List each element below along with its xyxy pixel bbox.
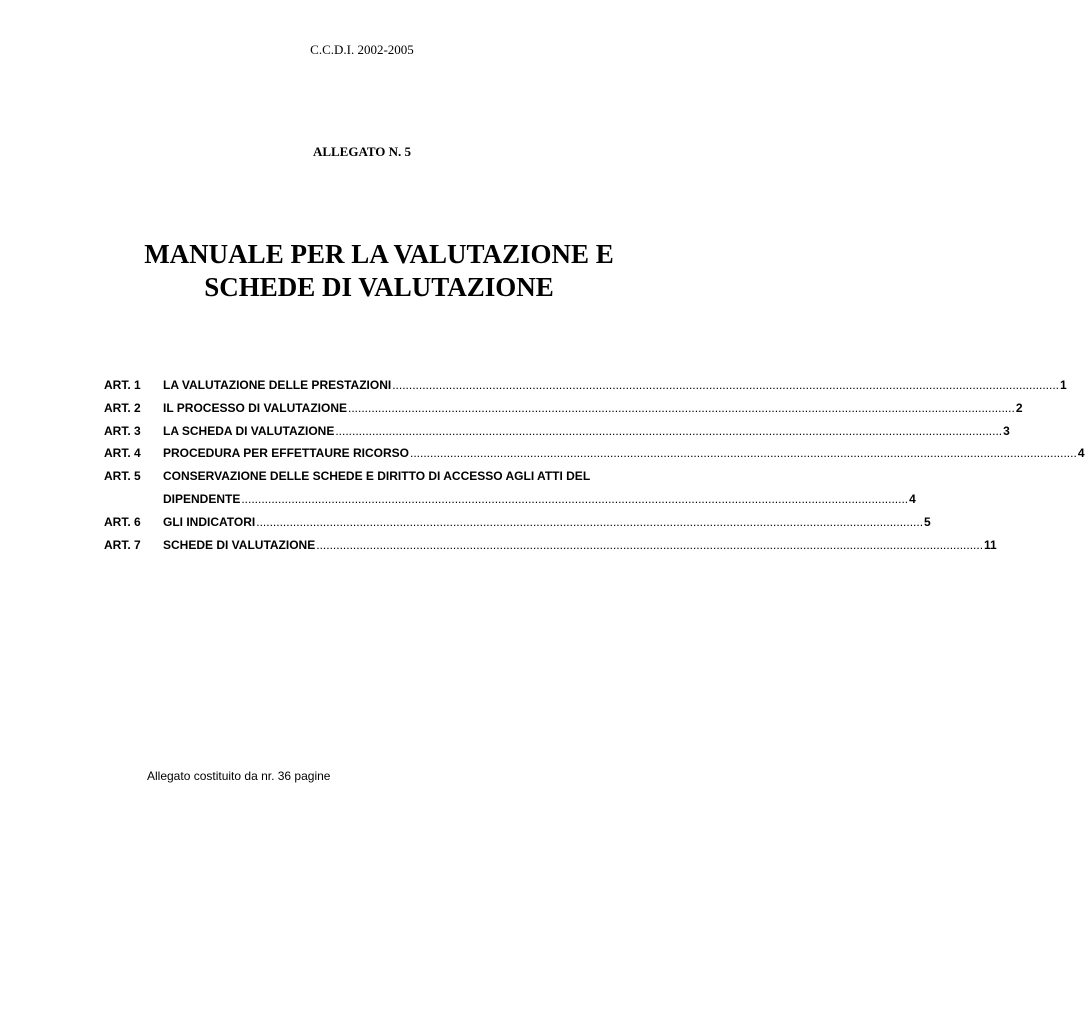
toc-entry-art-5[interactable] bbox=[104, 465, 644, 488]
toc-entry-title: PROCEDURA PER EFFETTAURE RICORSO bbox=[163, 446, 410, 461]
document-header: C.C.D.I. 2002-2005 bbox=[310, 42, 414, 57]
toc-entry-art-4[interactable] bbox=[104, 442, 1085, 465]
document-title bbox=[0, 238, 758, 304]
toc-entry-page: 11 bbox=[984, 537, 997, 552]
toc-leader-dots: ........................................................................................................................................................................................................ bbox=[348, 400, 1015, 415]
toc-entry-number: ART. 1 bbox=[104, 378, 141, 392]
toc-entry-title: LA VALUTAZIONE DELLE PRESTAZIONI bbox=[163, 378, 392, 392]
toc-entry-title: IL PROCESSO DI VALUTAZIONE bbox=[163, 400, 348, 415]
toc-entry-page: 4 bbox=[909, 491, 916, 506]
table-of-contents bbox=[104, 374, 1085, 556]
toc-entry-number: ART. 5 bbox=[104, 469, 141, 484]
toc-entry-number: ART. 6 bbox=[104, 514, 141, 529]
annex-label: ALLEGATO N. 5 bbox=[312, 144, 412, 159]
toc-entry-number: ART. 3 bbox=[104, 423, 141, 438]
toc-entry-title-continued: DIPENDENTE bbox=[163, 491, 241, 506]
toc-leader-dots: ........................................................................................................................................................................................................ bbox=[316, 537, 984, 552]
toc-entry-art-3[interactable] bbox=[104, 420, 1010, 443]
title-line-1: MANUALE PER LA VALUTAZIONE E bbox=[144, 239, 614, 269]
page-count-note: Allegato costituito da nr. 36 pagine bbox=[147, 769, 331, 783]
toc-entry-art-6[interactable] bbox=[104, 511, 931, 534]
toc-entry-title: LA SCHEDA DI VALUTAZIONE bbox=[163, 423, 335, 438]
title-line-2: SCHEDE DI VALUTAZIONE bbox=[204, 272, 554, 302]
toc-entry-title: SCHEDE DI VALUTAZIONE bbox=[163, 537, 316, 552]
toc-entry-page: 2 bbox=[1015, 400, 1023, 415]
toc-entry-art-2[interactable] bbox=[104, 397, 1023, 420]
toc-entry-number: ART. 2 bbox=[104, 400, 141, 415]
toc-leader-dots: ........................................................................................................................................................................................................ bbox=[241, 491, 909, 506]
toc-leader-dots: ........................................................................................................................................................................................................ bbox=[256, 514, 924, 529]
toc-leader-dots: ........................................................................................................................................................................................................ bbox=[392, 378, 1060, 392]
toc-entry-title: CONSERVAZIONE DELLE SCHEDE E DIRITTO DI ACCESSO AGLI ATTI DEL bbox=[163, 469, 591, 484]
toc-leader-dots: ........................................................................................................................................................................................................ bbox=[410, 446, 1077, 461]
toc-entry-page: 3 bbox=[1003, 423, 1010, 438]
toc-leader-dots: ........................................................................................................................................................................................................ bbox=[335, 423, 1003, 438]
toc-entry-art-5-continued[interactable] bbox=[104, 488, 916, 511]
toc-entry-title: GLI INDICATORI bbox=[163, 514, 256, 529]
toc-entry-number: ART. 7 bbox=[104, 537, 141, 552]
toc-entry-page: 4 bbox=[1077, 446, 1085, 461]
toc-entry-art-1[interactable] bbox=[104, 374, 1067, 397]
toc-entry-page: 5 bbox=[924, 514, 931, 529]
toc-entry-art-7[interactable] bbox=[104, 534, 997, 557]
toc-entry-page: 1 bbox=[1060, 378, 1067, 392]
toc-entry-number: ART. 4 bbox=[104, 446, 141, 461]
